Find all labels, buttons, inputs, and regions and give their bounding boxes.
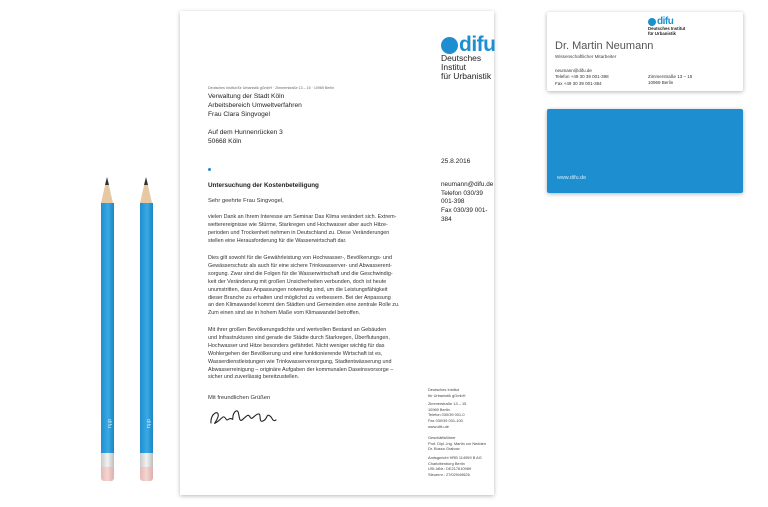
footer-line: Fax 030/39 001-100 — [428, 417, 463, 423]
card-email: neumann@difu.de — [555, 68, 592, 73]
footer-register — [428, 455, 482, 477]
paragraph-line: vielen Dank an Ihrem Interesse am Seminar Das Klima verändert sich. Extrem- — [208, 214, 397, 220]
footer-line: für Urbanistik gGmbH — [428, 392, 466, 398]
footer-line: 10969 Berlin — [428, 406, 450, 412]
card-website: www.difu.de — [557, 175, 587, 181]
card-name: Dr. Martin Neumann — [555, 40, 654, 52]
letter-date: 25.8.2016 — [441, 158, 471, 165]
salutation: Sehr geehrte Frau Singvogel, — [208, 198, 284, 204]
card-role: Wissenschaftlicher Mitarbeiter — [555, 54, 617, 59]
signature — [208, 405, 280, 429]
business-card-front — [547, 12, 743, 91]
footer-line: Dr. Busso Grabow — [428, 446, 460, 452]
letterhead-page — [180, 11, 494, 495]
paragraph-line: Hochwasser und Hitze besonders gefährdet. Nicht weniger wichtig für das — [208, 342, 385, 349]
card-institute-name — [648, 27, 685, 36]
institute-line: für Urbanistik — [441, 70, 492, 81]
footer-line: USt-IdNr.: DE217610989 — [428, 466, 472, 472]
pencil-lead — [105, 177, 109, 185]
footer-line: Prof. Dipl.-Ing. Martin zur Nedden — [428, 440, 486, 446]
pencil-right — [140, 177, 153, 495]
footer-line: Charlottenburg Berlin — [428, 460, 465, 466]
business-card-back — [547, 109, 743, 193]
paragraph-line: Wohlergehen der Bevölkerung und eine funktionierende Wirtschaft ist es, — [208, 350, 383, 357]
footer-line: Geschäftsführer — [428, 435, 456, 440]
footer-line: www.difu.de — [428, 423, 449, 429]
pencil-lead — [144, 177, 148, 185]
footer-address — [428, 387, 466, 429]
footer-line: Zimmerstraße 13 – 15 — [428, 401, 467, 407]
contact-fax: Fax 030/39 001-384 — [441, 207, 488, 223]
contact-phone: Telefon 030/39 001-398 — [441, 189, 483, 206]
card-city: 10969 Berlin — [648, 80, 674, 86]
recipient-city: 50668 Köln — [208, 138, 242, 145]
pencil-brand-mark: difu — [145, 419, 151, 429]
paragraph-line: Dies gilt sowohl für die Gewährleistung von Hochwasser-, Bevölkerungs- und — [208, 255, 392, 261]
card-street: Zimmerstraße 13 – 15 — [648, 74, 693, 79]
card-phone: Telefon +49 30 39 001-398 — [555, 74, 609, 80]
paragraph-line: Wasserdienstleistungen wie Trinkwasserversorgung, Stadtentwässerung und — [208, 358, 392, 365]
paragraph-line: Gewässerschutz als auch für eine sichere Trinkwasserver- und Abwasserent- — [208, 262, 392, 269]
paragraph-1 — [208, 214, 408, 246]
pencil-eraser — [101, 467, 114, 481]
institute-line: für Urbanistik — [648, 30, 676, 36]
sender-line: Deutsches Institut für Urbanistik gGmbH · Zimmerstraße 13 – 15 · 10969 Berlin — [208, 86, 335, 90]
logo-dot — [441, 37, 458, 54]
paragraph-line: Abwasserreinigung – originäre Aufgaben der kommunalen Daseinsvorsorge – — [208, 366, 394, 373]
recipient-street: Auf dem Hunnenrücken 3 — [208, 129, 283, 136]
recipient-line: Verwaltung der Stadt Köln — [208, 93, 285, 100]
paragraph-line: Mit ihrer großen Bevölkerungsdichte und wertvollen Bestand an Gebäuden — [208, 327, 387, 333]
footer-line: Deutsches Institut — [428, 387, 459, 392]
card-address — [648, 74, 692, 87]
recipient-block — [208, 92, 302, 146]
paragraph-line: keit der Veränderung mit großen Unsicherheiten verbunden, doch ist heute — [208, 278, 387, 285]
paragraph-line: an den Klimawandel kommt den Städten und Gemeinden eine zentrale Rolle zu. — [208, 302, 400, 309]
contact-email: neumann@difu.de — [441, 181, 494, 188]
pencil-left — [101, 177, 114, 495]
paragraph-3 — [208, 327, 408, 382]
pencil-eraser — [140, 467, 153, 481]
fold-mark — [208, 168, 211, 171]
paragraph-line: Zum einen sind sie in hohem Maße vom Klimawandel betroffen. — [208, 310, 361, 317]
paragraph-line: sicher und zuverlässig bereitzustellen. — [208, 374, 300, 381]
paragraph-line: dieser Branche zu erhalten und möglichst zu verbessern. Bei der Anpassung — [208, 294, 391, 301]
letter-subject: Untersuchung der Kostenbeteiligung — [208, 182, 319, 189]
paragraph-line: wetterereignisse wie Stürme, Starkregen und Hochwasser aber auch Hitze- — [208, 221, 388, 228]
logo-wordmark: difu — [657, 16, 674, 27]
pencil-ferrule — [101, 453, 114, 467]
institute-line: Deutsches Institut — [441, 53, 482, 72]
card-contact — [555, 68, 609, 87]
institute-line: Deutsches Institut — [648, 26, 686, 31]
logo-dot — [648, 18, 656, 26]
recipient-line: Frau Clara Singvogel — [208, 111, 270, 118]
paragraph-line: stellen eine Herausforderung für die Wasserwirtschaft dar. — [208, 237, 347, 244]
card-fax: Fax +49 30 39 001-384 — [555, 80, 602, 86]
pencil-brand-mark: difu — [106, 419, 112, 429]
paragraph-2 — [208, 255, 408, 318]
paragraph-line: und Infrastrukturen sind gerade die Städte durch Starkregen, Überflutungen, — [208, 334, 390, 341]
closing: Mit freundlichen Grüßen — [208, 395, 271, 401]
footer-management — [428, 435, 486, 452]
institute-name — [441, 54, 494, 81]
paragraph-line: unumstritten, dass Anpassungen notwendig sind, um die Leistungsfähigkeit — [208, 286, 388, 293]
pencil-ferrule — [140, 453, 153, 467]
footer-line: Steuernr.: 27/029/49626 — [428, 471, 470, 477]
logo-wordmark: difu — [459, 33, 496, 56]
footer-line: Amtsgericht HRB 114959 B AG — [428, 455, 482, 460]
footer-line: Telefon 030/39 001-0 — [428, 412, 465, 418]
paragraph-line: sorgung. Zwar sind die Folgen für die Wasserwirtschaft und die Geschwindig- — [208, 270, 393, 277]
paragraph-line: perioden und Trockenheit nehmen in Deutschland zu. Diese Veränderungen — [208, 229, 390, 236]
recipient-line: Arbeitsbereich Umweltverfahren — [208, 102, 302, 109]
contact-block — [441, 181, 494, 225]
